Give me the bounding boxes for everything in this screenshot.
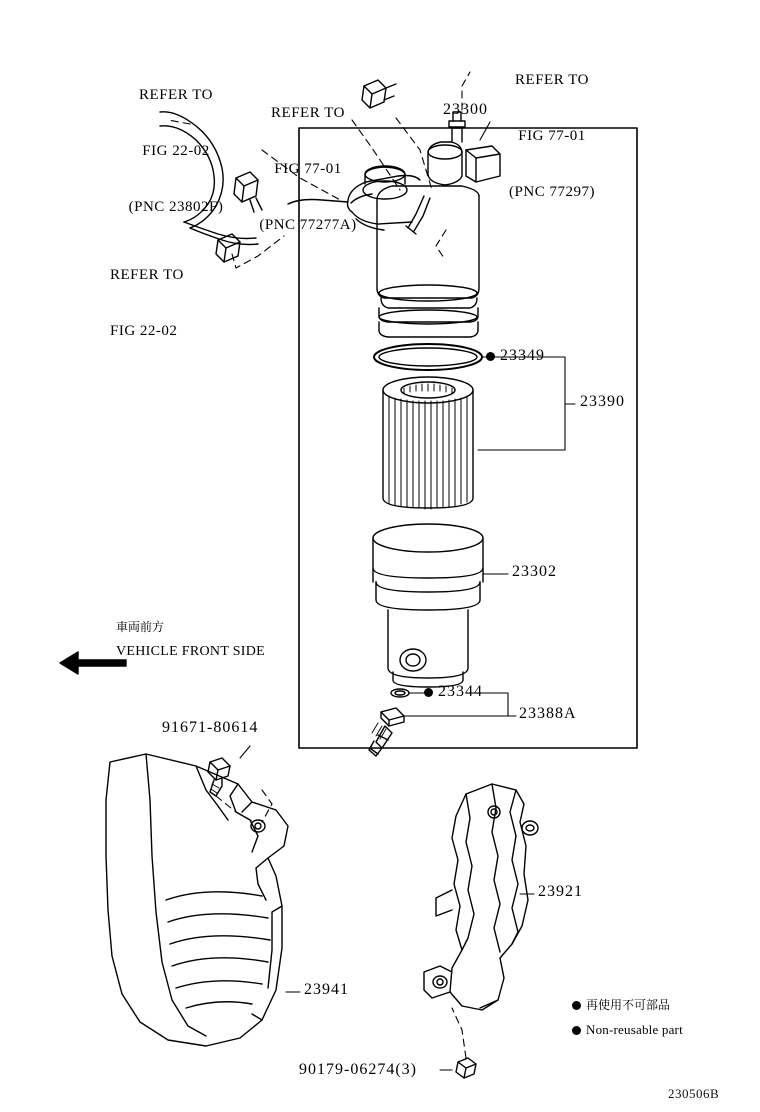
part-label-23349 — [486, 346, 545, 366]
ref-line-1: REFER TO — [110, 266, 184, 283]
bolt-91671-80614 — [208, 758, 230, 796]
part-label-23344 — [424, 682, 483, 702]
part-number-23941: 23941 — [304, 981, 349, 998]
ref-line-2: FIG 22-02 — [142, 142, 210, 159]
legend-row-jp — [572, 998, 670, 1013]
ref-line-3: (PNC 23802F) — [128, 199, 224, 215]
part-number-23921: 23921 — [538, 883, 583, 900]
ref-line-3: (PNC 77297) — [509, 184, 595, 200]
ref-fig-22-02-a — [110, 48, 242, 254]
non-reusable-bullet-icon — [572, 1001, 581, 1010]
ref-line-2: FIG 77-01 — [274, 160, 342, 177]
ref-line-1: REFER TO — [271, 104, 345, 121]
part-number-23390: 23390 — [580, 393, 625, 410]
part-number-91671-80614: 91671-80614 — [162, 719, 259, 736]
drain-plug-23388a — [369, 689, 409, 756]
part-number-23344: 23344 — [438, 683, 483, 700]
part-number-23300: 23300 — [443, 101, 488, 118]
legend-label-en: Non-reusable part — [586, 1022, 683, 1037]
part-number-23302: 23302 — [512, 563, 557, 580]
filter-element-23390 — [383, 377, 473, 509]
vehicle-front-label-jp: 車両前方 — [116, 620, 165, 634]
non-reusable-bullet-icon — [486, 352, 495, 361]
figure-code: 230506B — [668, 1086, 720, 1101]
bracket-23921 — [424, 784, 538, 1010]
legend-label-jp: 再使用不可部品 — [586, 998, 671, 1012]
nut-90179-06274 — [456, 1058, 476, 1078]
ref-fig-77-01-b — [492, 33, 612, 239]
part-number-23388a: 23388A — [519, 705, 577, 722]
non-reusable-bullet-icon — [424, 688, 433, 697]
vehicle-front-label-en: VEHICLE FRONT SIDE — [116, 644, 266, 659]
filter-housing-23302 — [373, 524, 483, 687]
non-reusable-bullet-icon — [572, 1026, 581, 1035]
ref-line-3: (PNC 77277A) — [259, 217, 357, 233]
legend-row-en — [572, 1022, 683, 1038]
cover-23941 — [106, 754, 288, 1046]
part-number-90179-06274: 90179-06274(3) — [299, 1061, 417, 1078]
ref-line-2: FIG 77-01 — [518, 127, 586, 144]
o-ring-23349 — [374, 344, 482, 370]
ref-line-2: FIG 22-02 — [110, 322, 178, 339]
ref-fig-22-02-b — [110, 228, 240, 378]
ref-line-1: REFER TO — [515, 71, 589, 88]
ref-fig-77-01-a — [246, 66, 370, 272]
part-number-23349: 23349 — [500, 347, 545, 364]
ref-line-1: REFER TO — [139, 86, 213, 103]
